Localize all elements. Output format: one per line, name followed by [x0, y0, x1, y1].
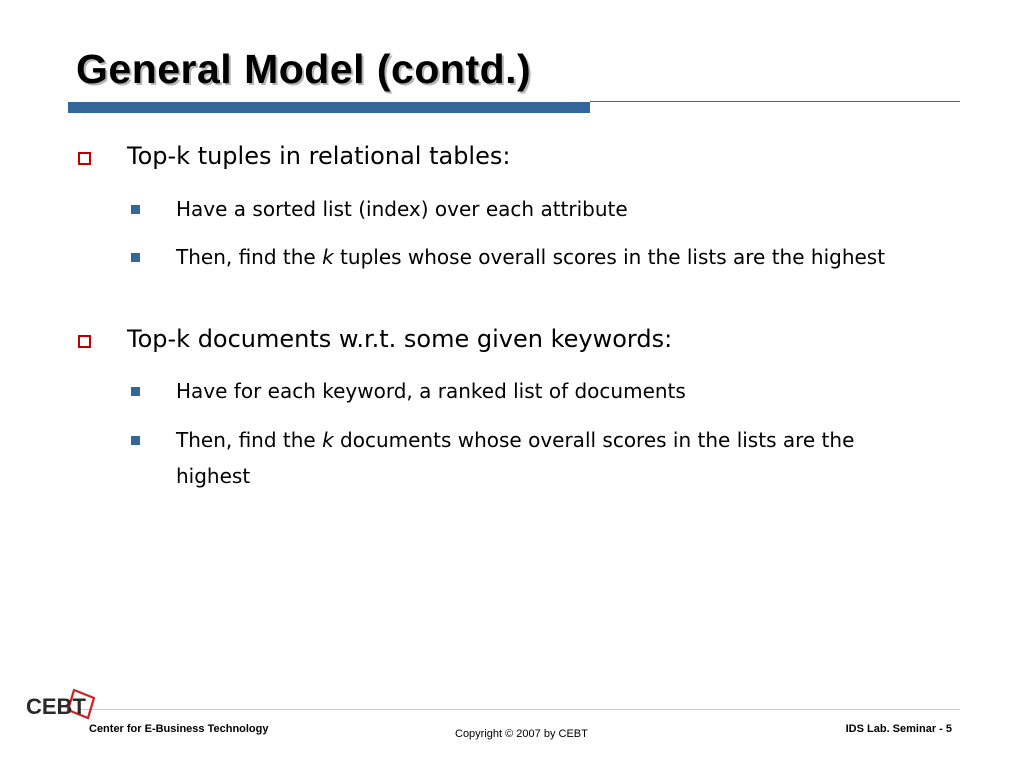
title-underline-thin — [590, 101, 960, 102]
sub-bullet-item: Have a sorted list (index) over each attribute — [176, 197, 628, 221]
sub-bullet-text-post: tuples whose overall scores in the lists are the highest — [333, 245, 886, 269]
sub-bullet-item — [176, 239, 926, 275]
sub-bullet-text-pre: Then, find the — [176, 245, 323, 269]
square-bullet-icon — [131, 253, 140, 262]
box-bullet-icon — [78, 335, 91, 348]
sub-bullet-item: Have for each keyword, a ranked list of documents — [176, 379, 686, 403]
variable-k: k — [322, 245, 334, 269]
svg-text:CEBT: CEBT — [26, 694, 86, 719]
bullet-item: Top-k documents w.r.t. some given keywords: — [127, 325, 673, 353]
square-bullet-icon — [131, 436, 140, 445]
sub-bullet-text-post: documents whose overall scores in the lists are the highest — [176, 428, 855, 488]
sub-bullet-item — [176, 422, 926, 494]
variable-k: k — [322, 428, 334, 452]
footer-org: Center for E-Business Technology — [89, 723, 269, 735]
box-bullet-icon — [78, 152, 91, 165]
slide-title: General Model (contd.) — [76, 46, 532, 92]
footer-seminar: IDS Lab. Seminar - 5 — [845, 723, 952, 735]
square-bullet-icon — [131, 205, 140, 214]
square-bullet-icon — [131, 387, 140, 396]
title-underline-thick — [68, 102, 590, 113]
sub-bullet-text-pre: Then, find the — [176, 428, 323, 452]
footer-divider — [80, 709, 960, 710]
bullet-item: Top-k tuples in relational tables: — [127, 142, 511, 170]
cebt-logo — [24, 684, 100, 724]
footer-copyright: Copyright © 2007 by CEBT — [455, 728, 588, 740]
